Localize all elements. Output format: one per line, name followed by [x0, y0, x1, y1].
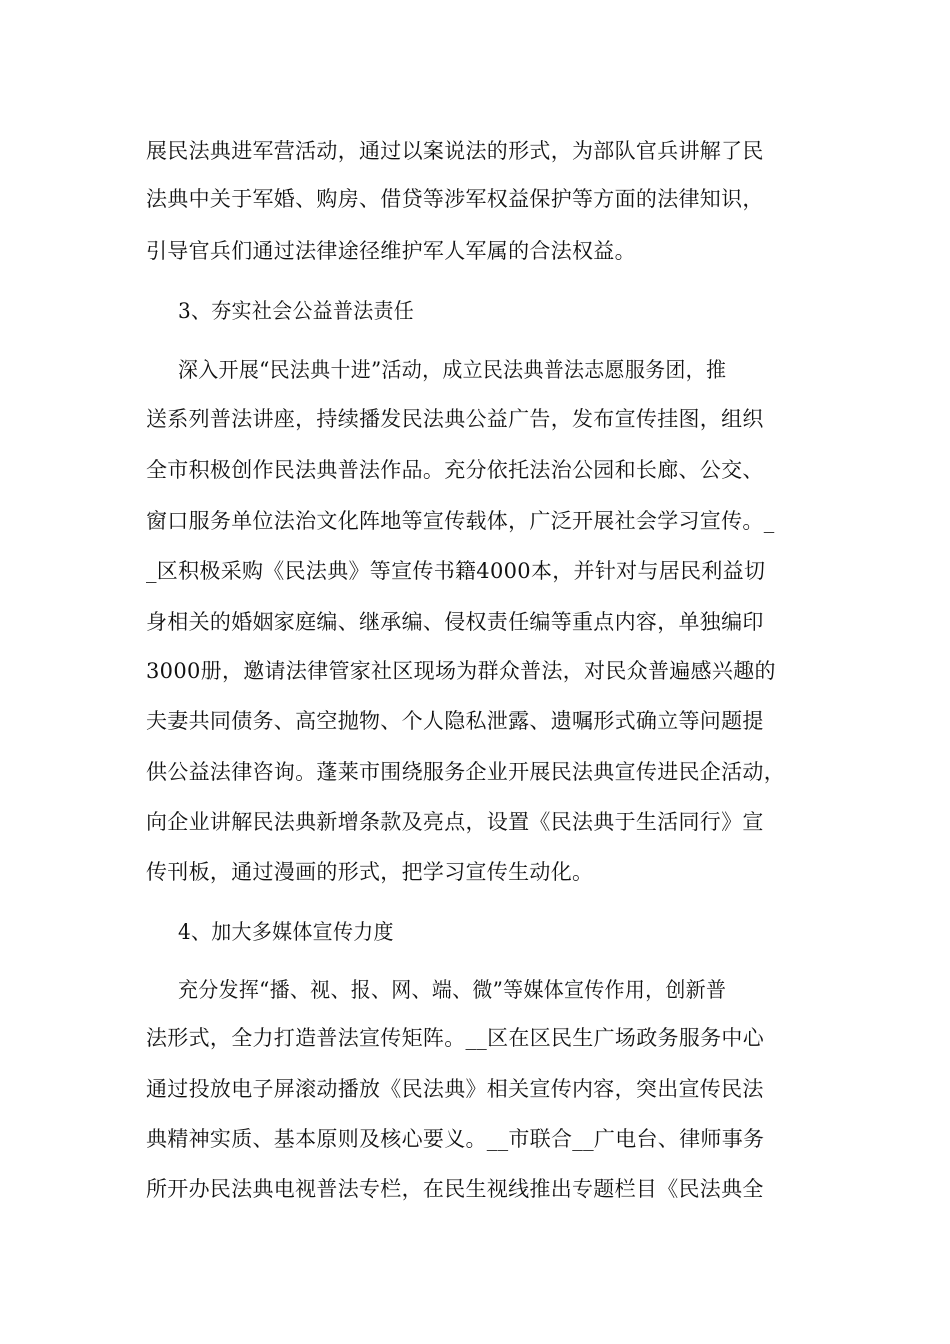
paragraph-line: 充分发挥“播、视、报、网、端、微”等媒体宣传作用，创新普: [178, 978, 727, 1002]
section-heading: 3、夯实社会公益普法责任: [178, 299, 415, 323]
paragraph-line: 身相关的婚姻家庭编、继承编、侵权责任编等重点内容，单独编印: [146, 610, 764, 634]
paragraph-line: 夫妻共同债务、高空抛物、个人隐私泄露、遗嘱形式确立等问题提: [146, 709, 764, 733]
paragraph-line: 3000册，邀请法律管家社区现场为群众普法，对民众普遍感兴趣的: [146, 659, 776, 683]
paragraph-line: _区积极采购《民法典》等宣传书籍4000本，并针对与居民利益切: [146, 559, 766, 583]
paragraph-line: 向企业讲解民法典新增条款及亮点，设置《民法典于生活同行》宣: [146, 810, 764, 834]
paragraph-line: 供公益法律咨询。蓬莱市围绕服务企业开展民法典宣传进民企活动，: [146, 760, 785, 784]
paragraph-line: 通过投放电子屏滚动播放《民法典》相关宣传内容，突出宣传民法: [146, 1077, 764, 1101]
paragraph-line: 展民法典进军营活动，通过以案说法的形式，为部队官兵讲解了民: [146, 139, 764, 163]
paragraph-line: 送系列普法讲座，持续播发民法典公益广告，发布宣传挂图，组织: [146, 407, 764, 431]
paragraph-line: 法形式，全力打造普法宣传矩阵。__区在区民生广场政务服务中心: [146, 1026, 764, 1050]
paragraph-line: 深入开展“民法典十进”活动，成立民法典普法志愿服务团，推: [178, 358, 727, 382]
section-heading: 4、加大多媒体宣传力度: [178, 920, 394, 944]
paragraph-line: 典精神实质、基本原则及核心要义。__市联合__广电台、律师事务: [146, 1127, 765, 1151]
paragraph-line: 全市积极创作民法典普法作品。充分依托法治公园和长廊、公交、: [146, 458, 764, 482]
paragraph-line: 法典中关于军婚、购房、借贷等涉军权益保护等方面的法律知识，: [146, 187, 764, 211]
paragraph-line: 窗口服务单位法治文化阵地等宣传载体，广泛开展社会学习宣传。_: [146, 509, 775, 533]
paragraph-line: 所开办民法典电视普法专栏，在民生视线推出专题栏目《民法典全: [146, 1177, 764, 1201]
paragraph-line: 引导官兵们通过法律途径维护军人军属的合法权益。: [146, 239, 636, 263]
paragraph-line: 传刊板，通过漫画的形式，把学习宣传生动化。: [146, 860, 594, 884]
